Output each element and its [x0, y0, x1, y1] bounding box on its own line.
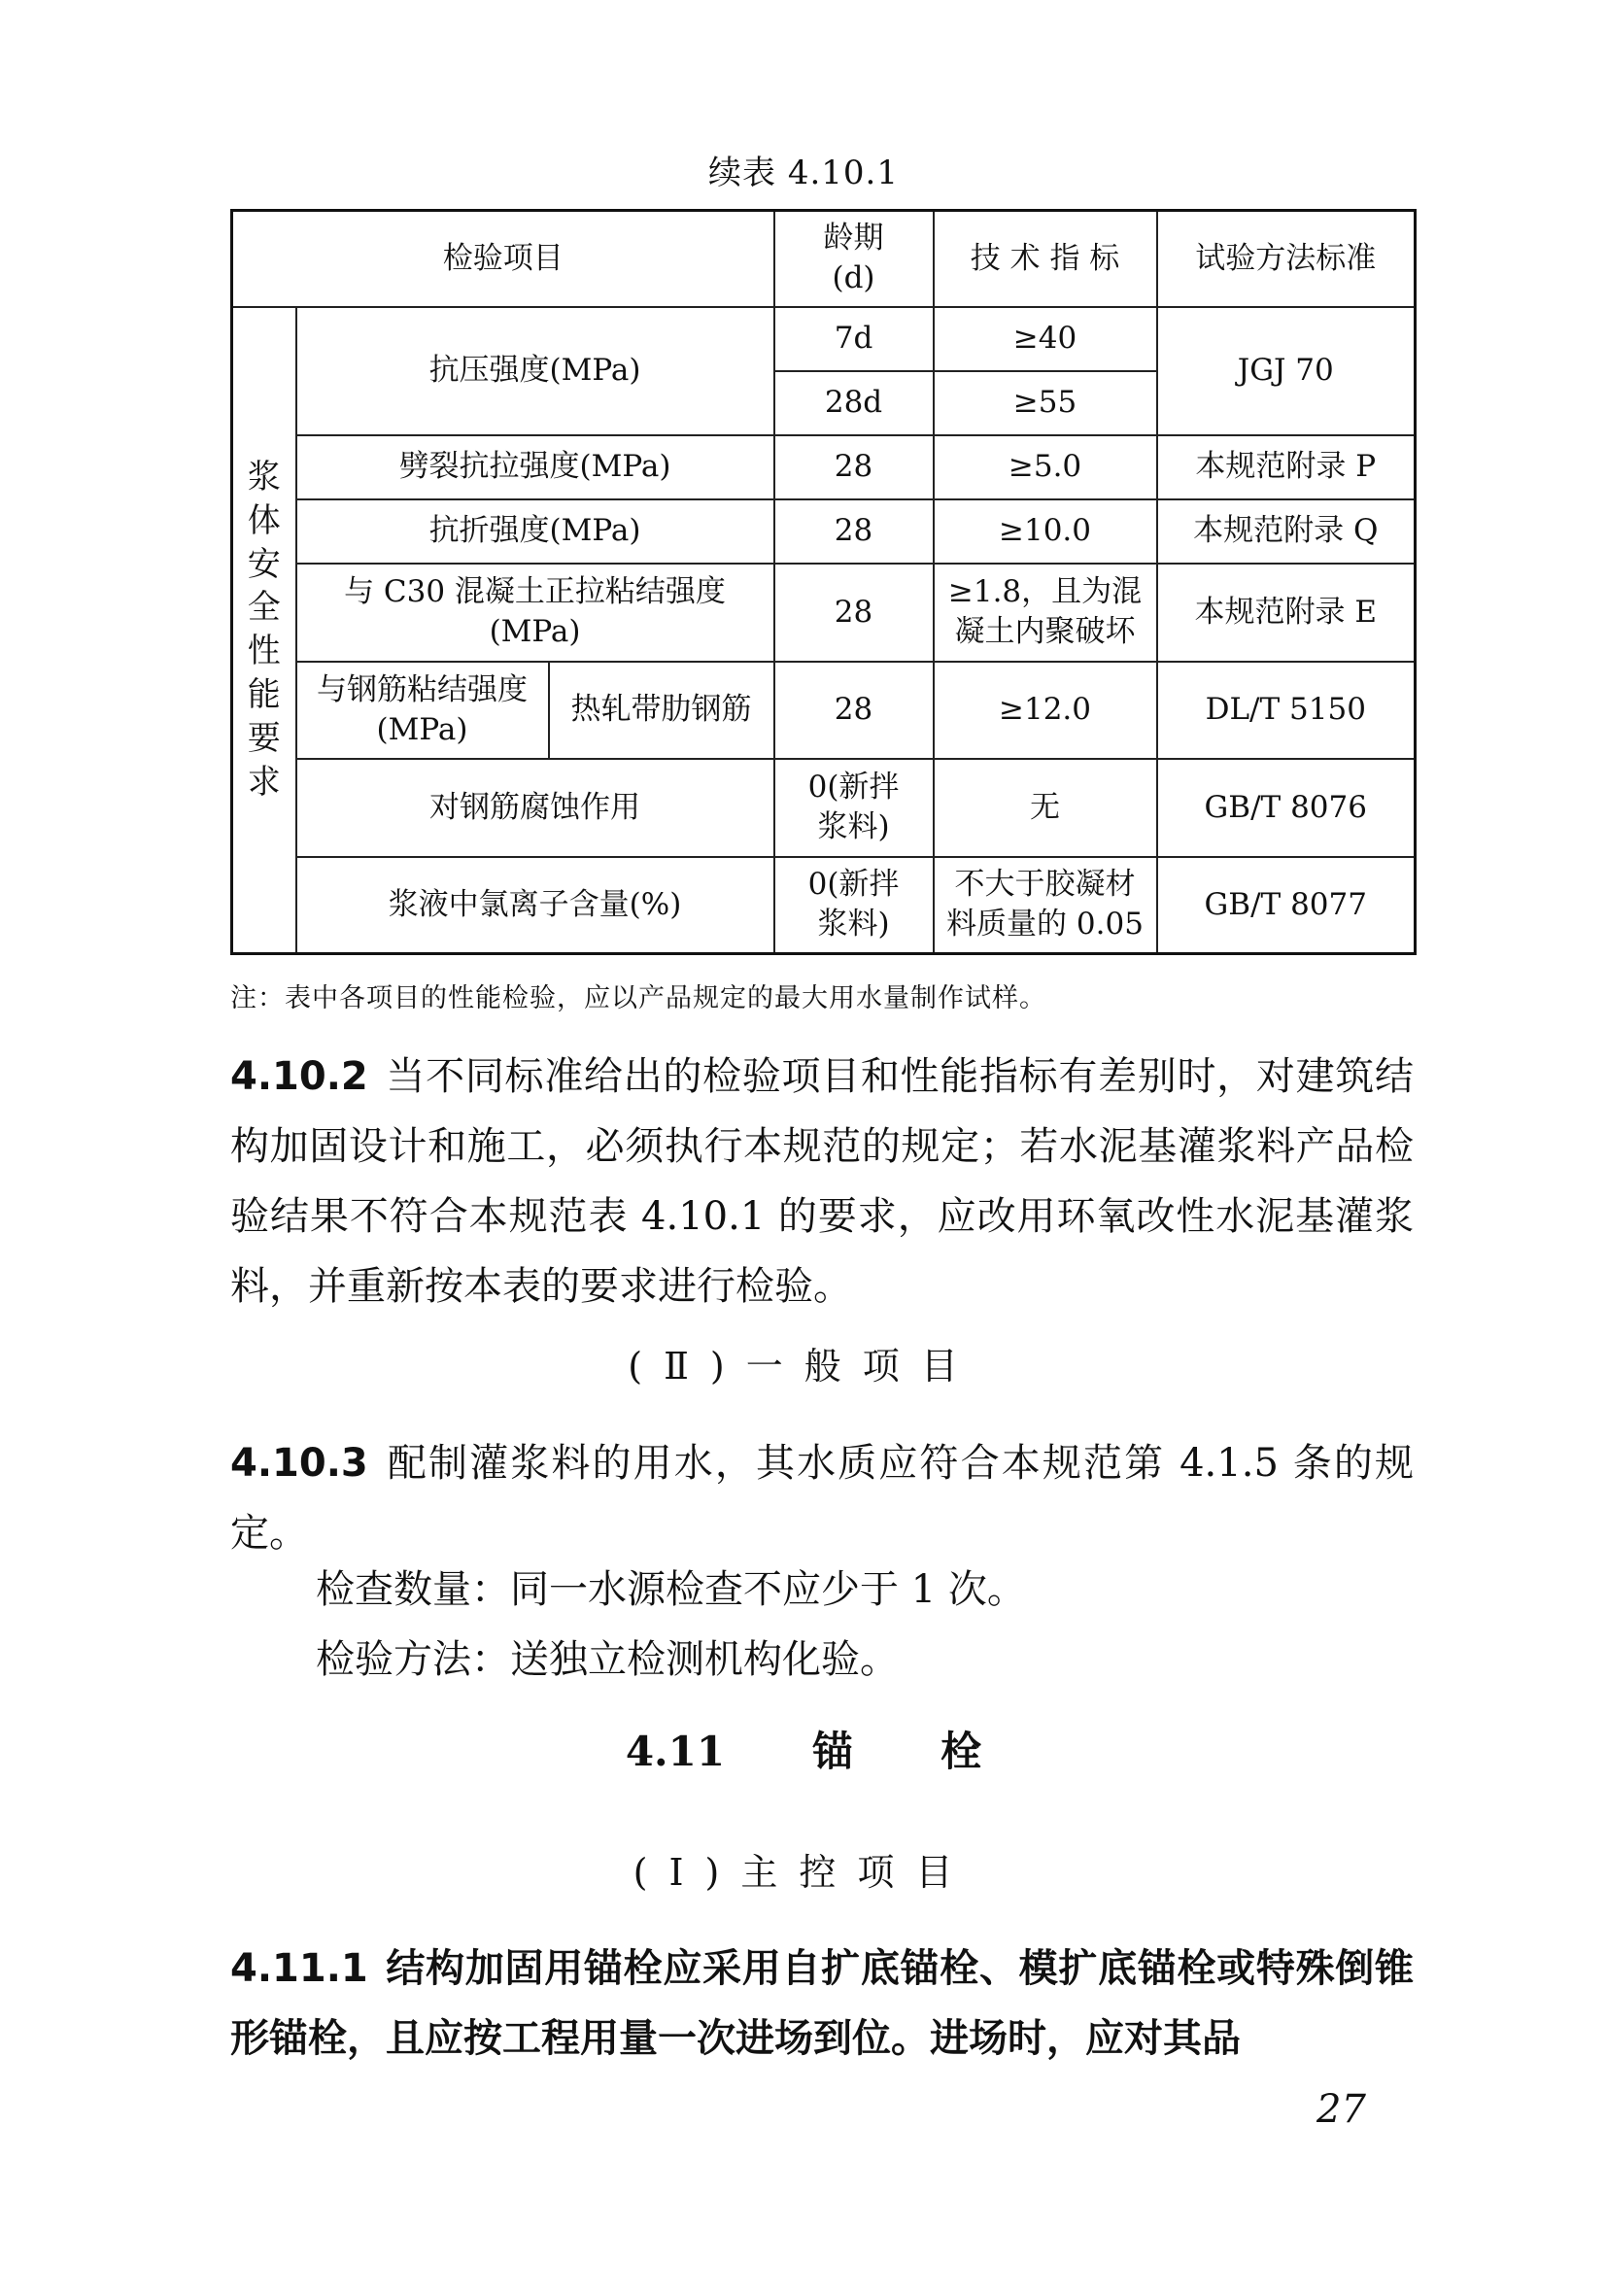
cell-item: 与钢筋粘结强度 (MPa) — [296, 662, 549, 759]
table-row — [232, 759, 1416, 857]
clause-number: 4.10.2 — [230, 1054, 368, 1099]
table-row — [232, 435, 1416, 499]
section-title-4-11 — [0, 1720, 1607, 1778]
cell-method: GB/T 8077 — [1157, 857, 1416, 954]
subheading-general-items: (Ⅱ)一般项目 — [628, 1345, 979, 1388]
section-number: 4.11 — [625, 1728, 726, 1775]
cell-age: 0(新拌 浆料) — [774, 857, 934, 954]
group-label: 浆 体 安 全 性 能 要 求 — [232, 307, 296, 954]
cell-item: 与 C30 混凝土正拉粘结强度 (MPa) — [296, 564, 774, 662]
header-indicator: 技 术 指 标 — [934, 211, 1157, 307]
paragraph-4-10-2 — [230, 1042, 1414, 1321]
cell-indicator: ≥12.0 — [934, 662, 1157, 759]
check-method: 检验方法：送独立检测机构化验。 — [316, 1637, 899, 1682]
cell-age: 28d — [774, 371, 934, 435]
table-row — [232, 857, 1416, 954]
header-method: 试验方法标准 — [1157, 211, 1416, 307]
cell-age: 28 — [774, 435, 934, 499]
cell-subitem: 热轧带肋钢筋 — [549, 662, 774, 759]
table-row — [232, 499, 1416, 564]
paragraph-4-11-1 — [230, 1934, 1414, 2073]
table-note: 注：表中各项目的性能检验，应以产品规定的最大用水量制作试样。 — [230, 983, 1046, 1013]
cell-method: 本规范附录 P — [1157, 435, 1416, 499]
cell-age: 7d — [774, 307, 934, 371]
cell-item: 浆液中氯离子含量(%) — [296, 857, 774, 954]
cell-age: 28 — [774, 499, 934, 564]
subheading-main-items: (Ⅰ)主控项目 — [633, 1851, 974, 1894]
cell-method: JGJ 70 — [1157, 307, 1416, 435]
cell-indicator: ≥10.0 — [934, 499, 1157, 564]
header-item: 检验项目 — [232, 211, 774, 307]
clause-number: 4.11.1 — [230, 1946, 368, 1991]
cell-method: 本规范附录 E — [1157, 564, 1416, 662]
table-caption: 续表 4.10.1 — [708, 154, 899, 192]
cell-indicator: ≥1.8，且为混 凝土内聚破坏 — [934, 564, 1157, 662]
cell-item: 抗压强度(MPa) — [296, 307, 774, 435]
table-row — [232, 307, 1416, 371]
cell-age: 28 — [774, 662, 934, 759]
clause-number: 4.10.3 — [230, 1441, 368, 1486]
cell-age: 0(新拌 浆料) — [774, 759, 934, 857]
table-row — [232, 564, 1416, 662]
clause-text: 结构加固用锚栓应采用自扩底锚栓、模扩底锚栓或特殊倒锥形锚栓，且应按工程用量一次进场到位。进场时，应对其品 — [230, 1945, 1414, 2061]
clause-text: 当不同标准给出的检验项目和性能指标有差别时，对建筑结构加固设计和施工，必须执行本规范的规定；若水泥基灌浆料产品检验结果不符合本规范表 4.10.1 的要求，应改用环氧改性水泥基灌浆料，并重新按本表的要求进行检验。 — [230, 1054, 1414, 1309]
cell-indicator: 不大于胶凝材 料质量的 0.05 — [934, 857, 1157, 954]
table-header-row — [232, 211, 1416, 307]
table-row — [232, 662, 1416, 759]
cell-item: 对钢筋腐蚀作用 — [296, 759, 774, 857]
cell-method: 本规范附录 Q — [1157, 499, 1416, 564]
spec-table — [230, 209, 1417, 955]
cell-indicator: ≥55 — [934, 371, 1157, 435]
header-age: 龄期 (d) — [774, 211, 934, 307]
cell-age: 28 — [774, 564, 934, 662]
cell-indicator: ≥40 — [934, 307, 1157, 371]
cell-indicator: 无 — [934, 759, 1157, 857]
check-quantity: 检查数量：同一水源检查不应少于 1 次。 — [316, 1567, 1026, 1612]
clause-text: 配制灌浆料的用水，其水质应符合本规范第 4.1.5 条的规定。 — [230, 1441, 1414, 1556]
cell-indicator: ≥5.0 — [934, 435, 1157, 499]
cell-item: 劈裂抗拉强度(MPa) — [296, 435, 774, 499]
section-title-char-b: 栓 — [940, 1728, 982, 1775]
cell-method: GB/T 8076 — [1157, 759, 1416, 857]
cell-method: DL/T 5150 — [1157, 662, 1416, 759]
section-title-char-a: 锚 — [812, 1728, 854, 1775]
cell-item: 抗折强度(MPa) — [296, 499, 774, 564]
page-number: 27 — [1316, 2087, 1366, 2132]
paragraph-4-10-3 — [230, 1428, 1414, 1568]
